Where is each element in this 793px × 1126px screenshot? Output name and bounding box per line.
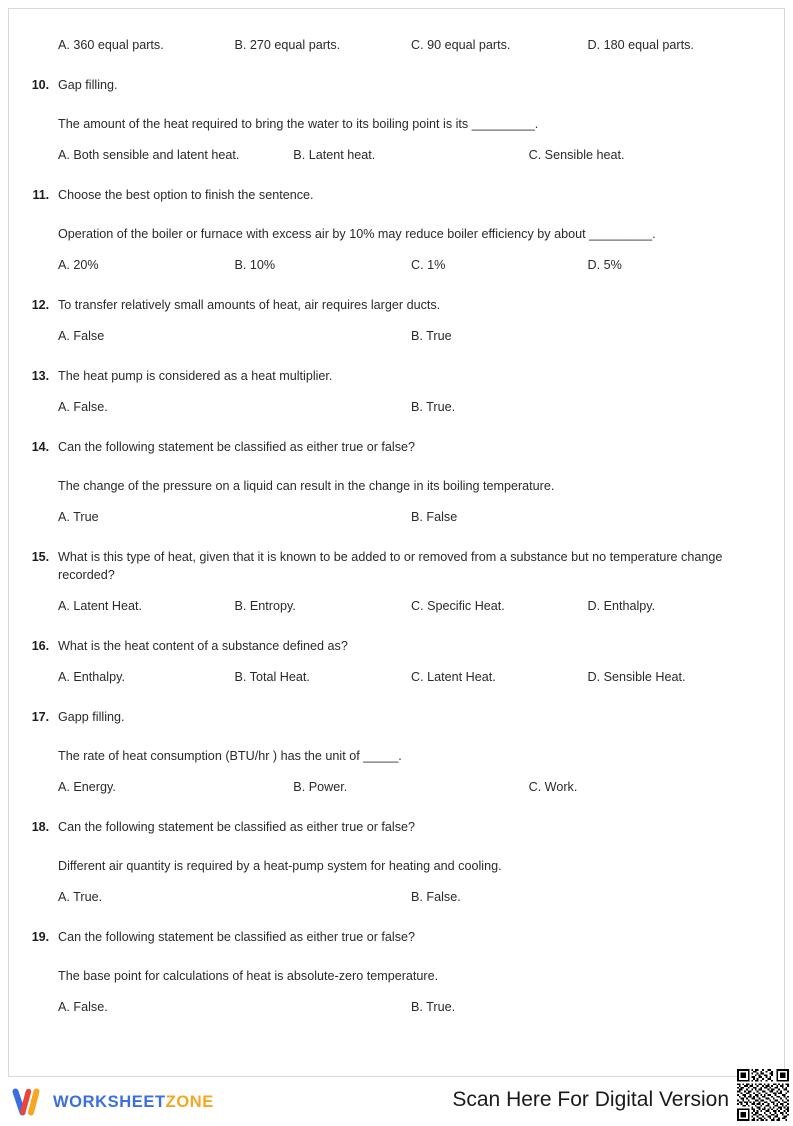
answer-option[interactable]: B. True: [411, 329, 452, 343]
answer-option[interactable]: D. Enthalpy.: [587, 599, 656, 613]
answer-option[interactable]: C. 90 equal parts.: [411, 38, 511, 52]
question-spacer: [19, 796, 764, 818]
option-row: [58, 888, 764, 906]
answer-option[interactable]: B. Entropy.: [234, 599, 296, 613]
answer-option[interactable]: B. 270 equal parts.: [234, 38, 341, 52]
answer-option[interactable]: A. True.: [58, 890, 103, 904]
question-body: [49, 296, 764, 345]
answer-option[interactable]: A. False.: [58, 400, 108, 414]
question-body: [49, 23, 764, 54]
answer-option[interactable]: A. 360 equal parts.: [58, 38, 164, 52]
answer-option[interactable]: C. Work.: [528, 780, 578, 794]
page-footer: [0, 1081, 793, 1122]
question-number: 15.: [31, 550, 49, 564]
answer-option[interactable]: C. 1%: [411, 258, 446, 272]
question-prompt: Can the following statement be classified as either true or false?: [58, 930, 416, 944]
option-row: [58, 508, 764, 526]
answer-option[interactable]: B. True.: [411, 1000, 456, 1014]
question-body: [49, 637, 764, 686]
question-block: [19, 708, 764, 796]
question-list: [9, 9, 784, 1038]
question-prompt: Can the following statement be classified as either true or false?: [58, 820, 416, 834]
answer-option[interactable]: B. Power.: [293, 780, 348, 794]
question-block: [19, 186, 764, 274]
question-prompt: Can the following statement be classified as either true or false?: [58, 440, 416, 454]
answer-option[interactable]: B. False: [411, 510, 458, 524]
answer-option[interactable]: A. False.: [58, 1000, 108, 1014]
question-block: [19, 23, 764, 54]
question-stem: Operation of the boiler or furnace with excess air by 10% may reduce boiler efficiency by about _________.: [58, 227, 656, 241]
question-number: 13.: [31, 369, 49, 383]
question-number: 16.: [31, 639, 49, 653]
question-spacer: [19, 416, 764, 438]
option-row: [58, 36, 764, 54]
answer-option[interactable]: D. 5%: [587, 258, 622, 272]
option-row: [58, 597, 764, 615]
logo-word-worksheet: WORKSHEET: [53, 1092, 166, 1111]
question-block: [19, 637, 764, 686]
option-row: [58, 668, 764, 686]
question-body: [49, 186, 764, 274]
question-number: 12.: [31, 298, 49, 312]
question-block: [19, 438, 764, 526]
question-spacer: [19, 615, 764, 637]
logo-mark-icon: [12, 1088, 46, 1116]
answer-option[interactable]: B. Latent heat.: [293, 148, 376, 162]
worksheet-zone-logo[interactable]: [12, 1087, 214, 1117]
answer-option[interactable]: A. False: [58, 329, 105, 343]
question-spacer: [19, 274, 764, 296]
question-spacer: [19, 1016, 764, 1038]
question-stem: Different air quantity is required by a heat-pump system for heating and cooling.: [58, 859, 502, 873]
answer-option[interactable]: B. False.: [411, 890, 461, 904]
logo-wordmark: [53, 1093, 214, 1112]
scan-label: Scan Here For Digital Version: [452, 1088, 729, 1111]
question-body: [49, 708, 764, 796]
question-body: [49, 438, 764, 526]
answer-option[interactable]: A. Latent Heat.: [58, 599, 143, 613]
question-stem: The base point for calculations of heat is absolute-zero temperature.: [58, 969, 439, 983]
option-row: [58, 398, 764, 416]
answer-option[interactable]: D. Sensible Heat.: [587, 670, 686, 684]
question-number: 10.: [31, 78, 49, 92]
question-prompt: What is this type of heat, given that it is known to be added to or removed from a substance but no temperature change recorded?: [58, 550, 723, 582]
question-block: [19, 548, 764, 615]
question-block: [19, 367, 764, 416]
qr-code-icon[interactable]: [735, 1069, 791, 1121]
question-spacer: [19, 54, 764, 76]
question-spacer: [19, 526, 764, 548]
question-prompt: To transfer relatively small amounts of heat, air requires larger ducts.: [58, 298, 441, 312]
question-stem: The change of the pressure on a liquid can result in the change in its boiling temperature.: [58, 479, 555, 493]
answer-option[interactable]: B. Total Heat.: [234, 670, 310, 684]
question-stem: The amount of the heat required to bring the water to its boiling point is its _________.: [58, 117, 539, 131]
option-row: [58, 778, 764, 796]
question-spacer: [19, 906, 764, 928]
option-row: [58, 998, 764, 1016]
answer-option[interactable]: A. True: [58, 510, 99, 524]
question-body: [49, 548, 764, 615]
question-prompt: Gapp filling.: [58, 710, 125, 724]
content-frame: [8, 8, 785, 1077]
answer-option[interactable]: A. 20%: [58, 258, 99, 272]
question-spacer: [19, 164, 764, 186]
question-block: [19, 76, 764, 164]
question-body: [49, 818, 764, 906]
question-prompt: What is the heat content of a substance defined as?: [58, 639, 348, 653]
answer-option[interactable]: C. Specific Heat.: [411, 599, 505, 613]
question-spacer: [19, 345, 764, 367]
answer-option[interactable]: A. Enthalpy.: [58, 670, 125, 684]
question-number: 17.: [31, 710, 49, 724]
question-body: [49, 928, 764, 1016]
question-number: 18.: [31, 820, 49, 834]
option-row: [58, 256, 764, 274]
question-prompt: Gap filling.: [58, 78, 118, 92]
logo-word-zone: ZONE: [165, 1092, 214, 1111]
question-stem: The rate of heat consumption (BTU/hr ) has the unit of _____.: [58, 749, 402, 763]
answer-option[interactable]: A. Energy.: [58, 780, 116, 794]
answer-option[interactable]: D. 180 equal parts.: [587, 38, 694, 52]
answer-option[interactable]: A. Both sensible and latent heat.: [58, 148, 240, 162]
option-row: [58, 327, 764, 345]
question-number: 19.: [31, 930, 49, 944]
option-row: [58, 146, 764, 164]
question-number: 11.: [32, 188, 49, 202]
question-block: [19, 818, 764, 906]
answer-option[interactable]: B. True.: [411, 400, 456, 414]
answer-option[interactable]: C. Latent Heat.: [411, 670, 496, 684]
question-prompt: Choose the best option to finish the sentence.: [58, 188, 314, 202]
answer-option[interactable]: C. Sensible heat.: [528, 148, 625, 162]
question-number: 14.: [31, 440, 49, 454]
question-body: [49, 367, 764, 416]
question-block: [19, 296, 764, 345]
question-body: [49, 76, 764, 164]
question-spacer: [19, 686, 764, 708]
question-prompt: The heat pump is considered as a heat multiplier.: [58, 369, 333, 383]
answer-option[interactable]: B. 10%: [234, 258, 276, 272]
question-block: [19, 928, 764, 1016]
